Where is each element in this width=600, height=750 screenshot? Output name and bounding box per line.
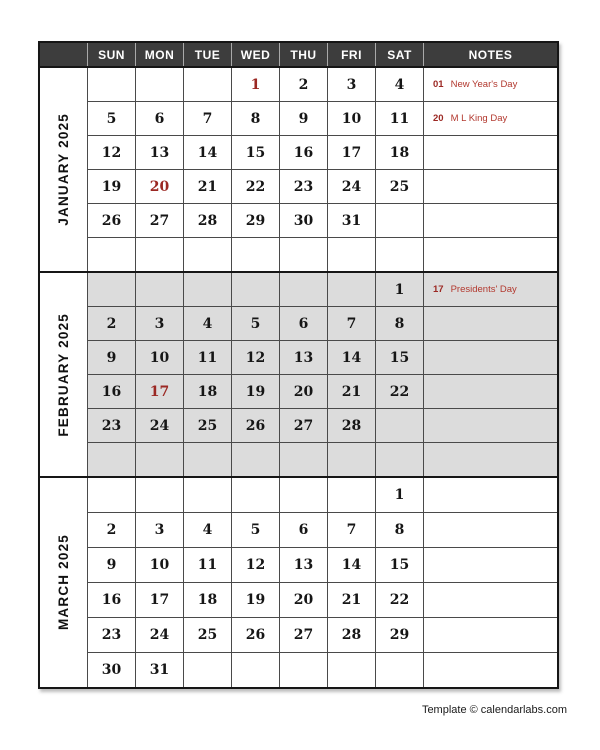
- empty-day-cell: [280, 478, 327, 512]
- empty-day-cell: [88, 68, 135, 101]
- day-cell: 22: [232, 170, 279, 203]
- day-cell: 12: [232, 341, 279, 374]
- day-cell: 6: [136, 102, 183, 135]
- header-thu: THU: [280, 43, 327, 66]
- day-cell: 9: [280, 102, 327, 135]
- empty-day-cell: [376, 238, 423, 271]
- day-cell: 4: [376, 68, 423, 101]
- empty-day-cell: [328, 653, 375, 687]
- day-cell: 12: [232, 548, 279, 582]
- header-fri: FRI: [328, 43, 375, 66]
- empty-day-cell: [328, 273, 375, 306]
- empty-day-cell: [136, 273, 183, 306]
- note-day-number: 20: [433, 113, 444, 124]
- day-cell: 11: [376, 102, 423, 135]
- empty-day-cell: [88, 273, 135, 306]
- footer-credit: Template © calendarlabs.com: [421, 704, 567, 716]
- empty-day-cell: [184, 238, 231, 271]
- day-cell: 31: [328, 204, 375, 237]
- day-cell: 15: [376, 341, 423, 374]
- day-cell: 8: [232, 102, 279, 135]
- day-cell: 20: [280, 583, 327, 617]
- month-label: MARCH 2025: [56, 534, 71, 631]
- note-cell: [424, 273, 557, 306]
- empty-note-cell: [424, 548, 557, 582]
- day-cell: 16: [88, 583, 135, 617]
- day-cell: 17: [136, 375, 183, 408]
- empty-day-cell: [328, 443, 375, 476]
- empty-day-cell: [184, 653, 231, 687]
- empty-day-cell: [88, 478, 135, 512]
- empty-day-cell: [376, 409, 423, 442]
- day-cell: 16: [280, 136, 327, 169]
- day-cell: 20: [136, 170, 183, 203]
- day-cell: 13: [280, 341, 327, 374]
- day-cell: 1: [376, 273, 423, 306]
- day-cell: 1: [232, 68, 279, 101]
- empty-day-cell: [280, 443, 327, 476]
- month-section: [40, 66, 557, 271]
- header-mon: MON: [136, 43, 183, 66]
- month-label: JANUARY 2025: [56, 113, 71, 226]
- day-cell: 26: [232, 618, 279, 652]
- empty-note-cell: [424, 653, 557, 687]
- empty-day-cell: [328, 478, 375, 512]
- header-spacer: [40, 43, 87, 66]
- empty-note-cell: [424, 478, 557, 512]
- day-cell: 16: [88, 375, 135, 408]
- day-cell: 8: [376, 307, 423, 340]
- empty-note-cell: [424, 341, 557, 374]
- day-cell: 6: [280, 513, 327, 547]
- month-section: [40, 271, 557, 476]
- day-cell: 9: [88, 548, 135, 582]
- month-label: FEBRUARY 2025: [56, 312, 71, 437]
- day-cell: 3: [328, 68, 375, 101]
- empty-note-cell: [424, 307, 557, 340]
- day-cell: 9: [88, 341, 135, 374]
- day-cell: 7: [184, 102, 231, 135]
- month-label-cell: [40, 478, 87, 687]
- day-cell: 28: [328, 409, 375, 442]
- day-cell: 13: [136, 136, 183, 169]
- day-cell: 25: [184, 618, 231, 652]
- day-cell: 14: [328, 341, 375, 374]
- day-cell: 2: [88, 307, 135, 340]
- empty-day-cell: [280, 273, 327, 306]
- note-holiday-name: Presidents' Day: [450, 284, 517, 295]
- day-cell: 25: [184, 409, 231, 442]
- empty-day-cell: [232, 273, 279, 306]
- empty-note-cell: [424, 204, 557, 237]
- day-cell: 21: [184, 170, 231, 203]
- day-cell: 19: [232, 375, 279, 408]
- day-cell: 27: [136, 204, 183, 237]
- day-cell: 19: [232, 583, 279, 617]
- day-cell: 18: [184, 375, 231, 408]
- empty-day-cell: [232, 653, 279, 687]
- empty-note-cell: [424, 170, 557, 203]
- day-cell: 10: [136, 548, 183, 582]
- day-cell: 26: [232, 409, 279, 442]
- empty-note-cell: [424, 375, 557, 408]
- day-cell: 28: [184, 204, 231, 237]
- day-cell: 7: [328, 513, 375, 547]
- empty-day-cell: [184, 478, 231, 512]
- day-cell: 25: [376, 170, 423, 203]
- empty-note-cell: [424, 409, 557, 442]
- day-cell: 12: [88, 136, 135, 169]
- empty-note-cell: [424, 513, 557, 547]
- day-cell: 14: [328, 548, 375, 582]
- day-cell: 5: [88, 102, 135, 135]
- empty-day-cell: [184, 68, 231, 101]
- day-cell: 2: [280, 68, 327, 101]
- day-cell: 22: [376, 583, 423, 617]
- day-cell: 29: [376, 618, 423, 652]
- day-cell: 31: [136, 653, 183, 687]
- day-cell: 10: [136, 341, 183, 374]
- day-cell: 21: [328, 375, 375, 408]
- day-cell: 24: [136, 618, 183, 652]
- day-cell: 5: [232, 513, 279, 547]
- empty-day-cell: [232, 478, 279, 512]
- header-wed: WED: [232, 43, 279, 66]
- day-cell: 18: [376, 136, 423, 169]
- day-cell: 3: [136, 307, 183, 340]
- empty-day-cell: [280, 653, 327, 687]
- day-cell: 15: [232, 136, 279, 169]
- empty-day-cell: [376, 443, 423, 476]
- day-cell: 24: [136, 409, 183, 442]
- day-cell: 4: [184, 307, 231, 340]
- empty-day-cell: [88, 443, 135, 476]
- day-cell: 3: [136, 513, 183, 547]
- empty-day-cell: [184, 443, 231, 476]
- day-cell: 23: [88, 618, 135, 652]
- empty-day-cell: [136, 478, 183, 512]
- empty-day-cell: [136, 68, 183, 101]
- day-cell: 30: [88, 653, 135, 687]
- day-cell: 19: [88, 170, 135, 203]
- day-cell: 23: [88, 409, 135, 442]
- day-cell: 21: [328, 583, 375, 617]
- empty-day-cell: [136, 238, 183, 271]
- day-cell: 13: [280, 548, 327, 582]
- header-tue: TUE: [184, 43, 231, 66]
- day-cell: 11: [184, 548, 231, 582]
- note-cell: [424, 102, 557, 135]
- note-day-number: 17: [433, 284, 444, 295]
- empty-day-cell: [376, 204, 423, 237]
- empty-day-cell: [232, 443, 279, 476]
- empty-day-cell: [136, 443, 183, 476]
- day-cell: 1: [376, 478, 423, 512]
- day-cell: 17: [136, 583, 183, 617]
- empty-note-cell: [424, 136, 557, 169]
- empty-note-cell: [424, 443, 557, 476]
- day-cell: 24: [328, 170, 375, 203]
- note-holiday-name: M L King Day: [450, 113, 508, 124]
- month-section: [40, 476, 557, 687]
- day-cell: 14: [184, 136, 231, 169]
- empty-day-cell: [232, 238, 279, 271]
- empty-note-cell: [424, 618, 557, 652]
- day-cell: 23: [280, 170, 327, 203]
- day-cell: 4: [184, 513, 231, 547]
- day-cell: 28: [328, 618, 375, 652]
- header-notes: NOTES: [424, 43, 557, 66]
- empty-day-cell: [184, 273, 231, 306]
- quarterly-calendar: [38, 41, 559, 689]
- day-cell: 22: [376, 375, 423, 408]
- day-cell: 29: [232, 204, 279, 237]
- note-holiday-name: New Year's Day: [450, 79, 518, 90]
- month-label-cell: [40, 273, 87, 476]
- month-label-cell: [40, 68, 87, 271]
- day-cell: 10: [328, 102, 375, 135]
- day-cell: 6: [280, 307, 327, 340]
- note-day-number: 01: [433, 79, 444, 90]
- day-cell: 20: [280, 375, 327, 408]
- header-sun: SUN: [88, 43, 135, 66]
- empty-day-cell: [376, 653, 423, 687]
- empty-day-cell: [328, 238, 375, 271]
- day-cell: 17: [328, 136, 375, 169]
- day-cell: 5: [232, 307, 279, 340]
- header-sat: SAT: [376, 43, 423, 66]
- weekday-header-row: [40, 43, 557, 66]
- day-cell: 26: [88, 204, 135, 237]
- empty-day-cell: [88, 238, 135, 271]
- day-cell: 7: [328, 307, 375, 340]
- day-cell: 27: [280, 618, 327, 652]
- day-cell: 27: [280, 409, 327, 442]
- day-cell: 8: [376, 513, 423, 547]
- day-cell: 11: [184, 341, 231, 374]
- day-cell: 2: [88, 513, 135, 547]
- day-cell: 15: [376, 548, 423, 582]
- day-cell: 18: [184, 583, 231, 617]
- empty-day-cell: [280, 238, 327, 271]
- empty-note-cell: [424, 583, 557, 617]
- day-cell: 30: [280, 204, 327, 237]
- note-cell: [424, 68, 557, 101]
- months-container: [40, 66, 557, 687]
- empty-note-cell: [424, 238, 557, 271]
